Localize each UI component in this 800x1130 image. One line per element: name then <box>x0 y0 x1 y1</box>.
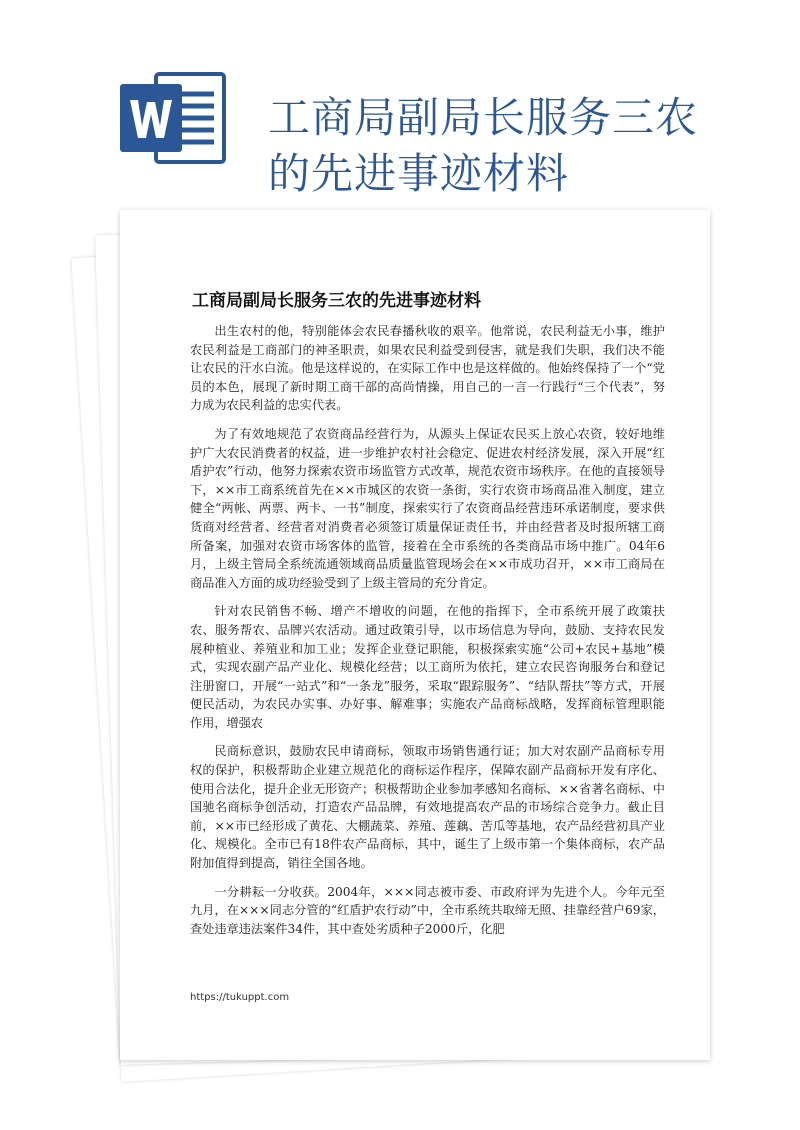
paragraph: 民商标意识，鼓励农民申请商标，领取市场销售通行证；加大对农副产品商标专用权的保护，积极帮助企业建立规范化的商标运作程序，保障农副产品商标开发有序化、使用合法化，提升企业无形资产；积极帮助企业参加孝感知名商标、××省著名商标、中国驰名商标争创活动，打造农产品品牌，有效地提高农产品的市场综合竞争力。截止目前，××市已经形成了黄花、大棚蔬菜、养殖、莲藕、苦瓜等基地，农产品经营初具产业化、规模化。全市已有18件农产品商标，其中，诞生了上级市第一个集体商标，农产品附加值得到提高，销往全国各地。 <box>190 744 665 871</box>
paragraph: 一分耕耘一分收获。2004年，×××同志被市委、市政府评为先进个人。今年元至九月，在×××同志分管的“红盾护农行动”中，全市系统共取缔无照、挂靠经营户69家，查处违章违法案件34件，其中查处劣质种子2000斤，化肥 <box>190 884 665 936</box>
paragraph: 出生农村的他，特别能体会农民春播秋收的艰辛。他常说，农民利益无小事，维护农民利益是工商部门的神圣职责，如果农民利益受到侵害，就是我们失职，我们决不能让农民的汗水白流。他是这样说的，在实际工作中也是这样做的。他始终保持了一个“党员的本色，展现了新时期工商干部的高尚情操，用自己的一言一行践行“三个代表”，努力成为农民利益的忠实代表。 <box>190 324 665 413</box>
document-title: 工商局副局长服务三农的先进事迹材料 <box>192 291 481 311</box>
page-title: 工商局副局长服务三农的先进事迹材料 <box>268 93 699 199</box>
paragraph: 针对农民销售不畅、增产不增收的问题，在他的指挥下，全市系统开展了政策扶农、服务帮农、品牌兴农活动。通过政策引导，以市场信息为导向，鼓励、支持农民发展种植业、养殖业和加工业；发挥企业登记职能，积极探索实施“公司+农民+基地”模式，实现农副产品产业化、规模化经营；以工商所为依托，建立农民咨询服务台和登记注册窗口，开展“一站式”和“一条龙”服务，采取“跟踪服务”、“结队帮扶”等方式，开展便民活动，为农民办实事、办好事、解难事；实施农产品商标战略，发挥商标管理职能作用，增强农 <box>190 604 665 730</box>
page-header <box>0 0 800 200</box>
word-document-icon <box>118 70 228 166</box>
footer-url: https://tukuppt.com <box>190 992 290 1003</box>
document-body <box>190 322 665 948</box>
paragraph: 为了有效地规范了农资商品经营行为，从源头上保证农民买上放心农资，较好地维护广大农民消费者的权益，进一步维护农村社会稳定、促进农村经济发展，深入开展“红盾护农”行动，他努力探索农资市场监管方式改革，规范农资市场秩序。在他的直接领导下，××市工商系统首先在××市城区的农资一条街，实行农资市场商品准入制度，建立健全“两帐、两票、两卡、一书”制度，探索实行了农资商品经营违环承诺制度，要求供货商对经营者、经营者对消费者必须签订质量保证责任书，并由经营者及时报所辖工商所备案，加强对农资市场客体的监管，接着在全市系统的各类商品市场中推广。04年6月，上级主管局全系统流通领域商品质量监管现场会在××市成功召开，××市工商局在商品准入方面的成功经验受到了上级主管局的充分肯定。 <box>190 426 665 590</box>
document-page <box>120 210 710 1060</box>
